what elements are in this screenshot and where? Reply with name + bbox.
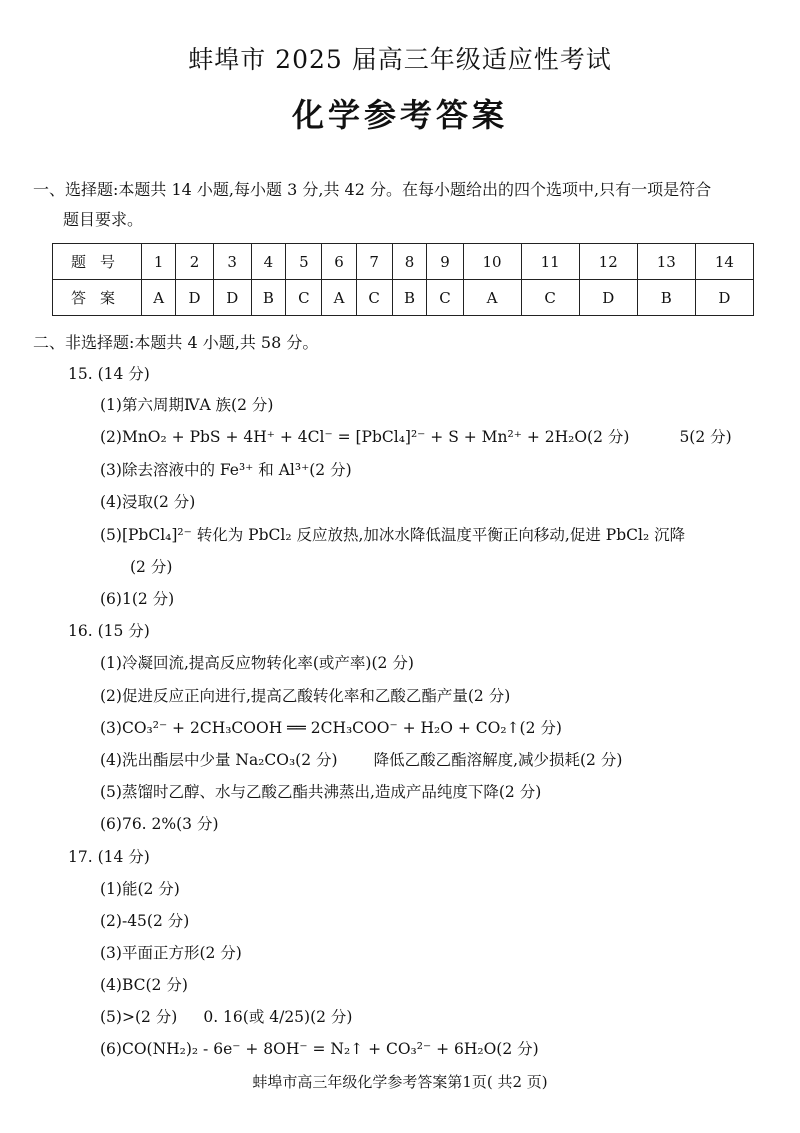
section1-line2: 题目要求。 (63, 210, 144, 229)
question-number: 4 (251, 244, 286, 280)
question-number: 10 (463, 244, 521, 280)
q17-answer-5-a: (5)>(2 分) (100, 1008, 178, 1026)
q17-answer-5-b: 0. 16(或 4/25)(2 分) (203, 1008, 353, 1026)
question-number: 3 (213, 244, 251, 280)
q16-answer-3: (3)CO₃²⁻ + 2CH₃COOH ══ 2CH₃COO⁻ + H₂O + CO₂↑(2 分) (100, 719, 562, 737)
q16-heading: 16. (15 分) (68, 622, 150, 640)
answer-row (53, 280, 754, 316)
q17-answer-3: (3)平面正方形(2 分) (100, 944, 242, 962)
q17-answer-5 (100, 1005, 352, 1027)
question-number: 7 (356, 244, 392, 280)
q17-heading: 17. (14 分) (68, 848, 150, 866)
answer-table (52, 243, 754, 316)
answer-cell: D (695, 280, 753, 316)
q17-answer-4: (4)BC(2 分) (100, 976, 188, 994)
q16-answer-5: (5)蒸馏时乙醇、水与乙酸乙酯共沸蒸出,造成产品纯度下降(2 分) (100, 783, 542, 801)
answer-cell: C (521, 280, 579, 316)
section2-heading: 二、非选择题:本题共 4 小题,共 58 分。 (33, 333, 319, 352)
answer-cell: A (463, 280, 521, 316)
page-title: 化学参考答案 (291, 96, 508, 134)
q16-answer-4-a: (4)洗出酯层中少量 Na₂CO₃(2 分) (100, 751, 338, 769)
question-number: 5 (286, 244, 322, 280)
section1-instructions (33, 175, 778, 235)
row-label-answer: 答案 (53, 280, 142, 316)
q16-answer-4 (100, 748, 622, 770)
q17-answer-1: (1)能(2 分) (100, 880, 180, 898)
q15-answer-3: (3)除去溶液中的 Fe³⁺ 和 Al³⁺(2 分) (100, 461, 352, 479)
answer-cell: D (579, 280, 637, 316)
exam-title: 蚌埠市 2025 届高三年级适应性考试 (188, 45, 612, 74)
question-number: 9 (427, 244, 463, 280)
q15-heading: 15. (14 分) (68, 365, 150, 383)
answer-cell: B (251, 280, 286, 316)
row-label-number: 题号 (53, 244, 142, 280)
q17-answer-6: (6)CO(NH₂)₂ - 6e⁻ + 8OH⁻ = N₂↑ + CO₃²⁻ + 6H₂O(2 分) (100, 1040, 539, 1058)
q15-answer-2 (100, 425, 732, 447)
question-number: 13 (637, 244, 695, 280)
answer-cell: C (356, 280, 392, 316)
q15-answer-6: (6)1(2 分) (100, 590, 175, 608)
q16-answer-2: (2)促进反应正向进行,提高乙酸转化率和乙酸乙酯产量(2 分) (100, 687, 511, 705)
question-number: 8 (392, 244, 427, 280)
answer-cell: B (392, 280, 427, 316)
page-footer: 蚌埠市高三年级化学参考答案第1页( 共2 页) (252, 1073, 548, 1091)
q15-answer-2-equation: (2)MnO₂ + PbS + 4H⁺ + 4Cl⁻ = [PbCl₄]²⁻ + S + Mn²⁺ + 2H₂O(2 分) (100, 428, 630, 446)
question-number: 11 (521, 244, 579, 280)
q15-answer-5-cont: (2 分) (130, 558, 173, 576)
q15-answer-2-value: 5(2 分) (679, 428, 732, 446)
question-number: 14 (695, 244, 753, 280)
question-number: 1 (142, 244, 176, 280)
answer-cell: D (176, 280, 214, 316)
answer-cell: D (213, 280, 251, 316)
q15-answer-1: (1)第六周期ⅣA 族(2 分) (100, 396, 274, 414)
q16-answer-4-b: 降低乙酸乙酯溶解度,减少损耗(2 分) (373, 751, 623, 769)
q16-answer-6: (6)76. 2%(3 分) (100, 815, 219, 833)
answer-cell: A (322, 280, 356, 316)
q15-answer-4: (4)浸取(2 分) (100, 493, 196, 511)
section1-line1: 一、选择题:本题共 14 小题,每小题 3 分,共 42 分。在每小题给出的四个选项中,只有一项是符合 (33, 180, 712, 199)
question-number: 2 (176, 244, 214, 280)
q17-answer-2: (2)-45(2 分) (100, 912, 190, 930)
answer-cell: C (286, 280, 322, 316)
question-number-row (53, 244, 754, 280)
answer-cell: B (637, 280, 695, 316)
q15-answer-5: (5)[PbCl₄]²⁻ 转化为 PbCl₂ 反应放热,加冰水降低温度平衡正向移动,促进 PbCl₂ 沉降 (100, 526, 686, 544)
answer-cell: C (427, 280, 463, 316)
question-number: 12 (579, 244, 637, 280)
question-number: 6 (322, 244, 356, 280)
q16-answer-1: (1)冷凝回流,提高反应物转化率(或产率)(2 分) (100, 654, 414, 672)
answer-cell: A (142, 280, 176, 316)
